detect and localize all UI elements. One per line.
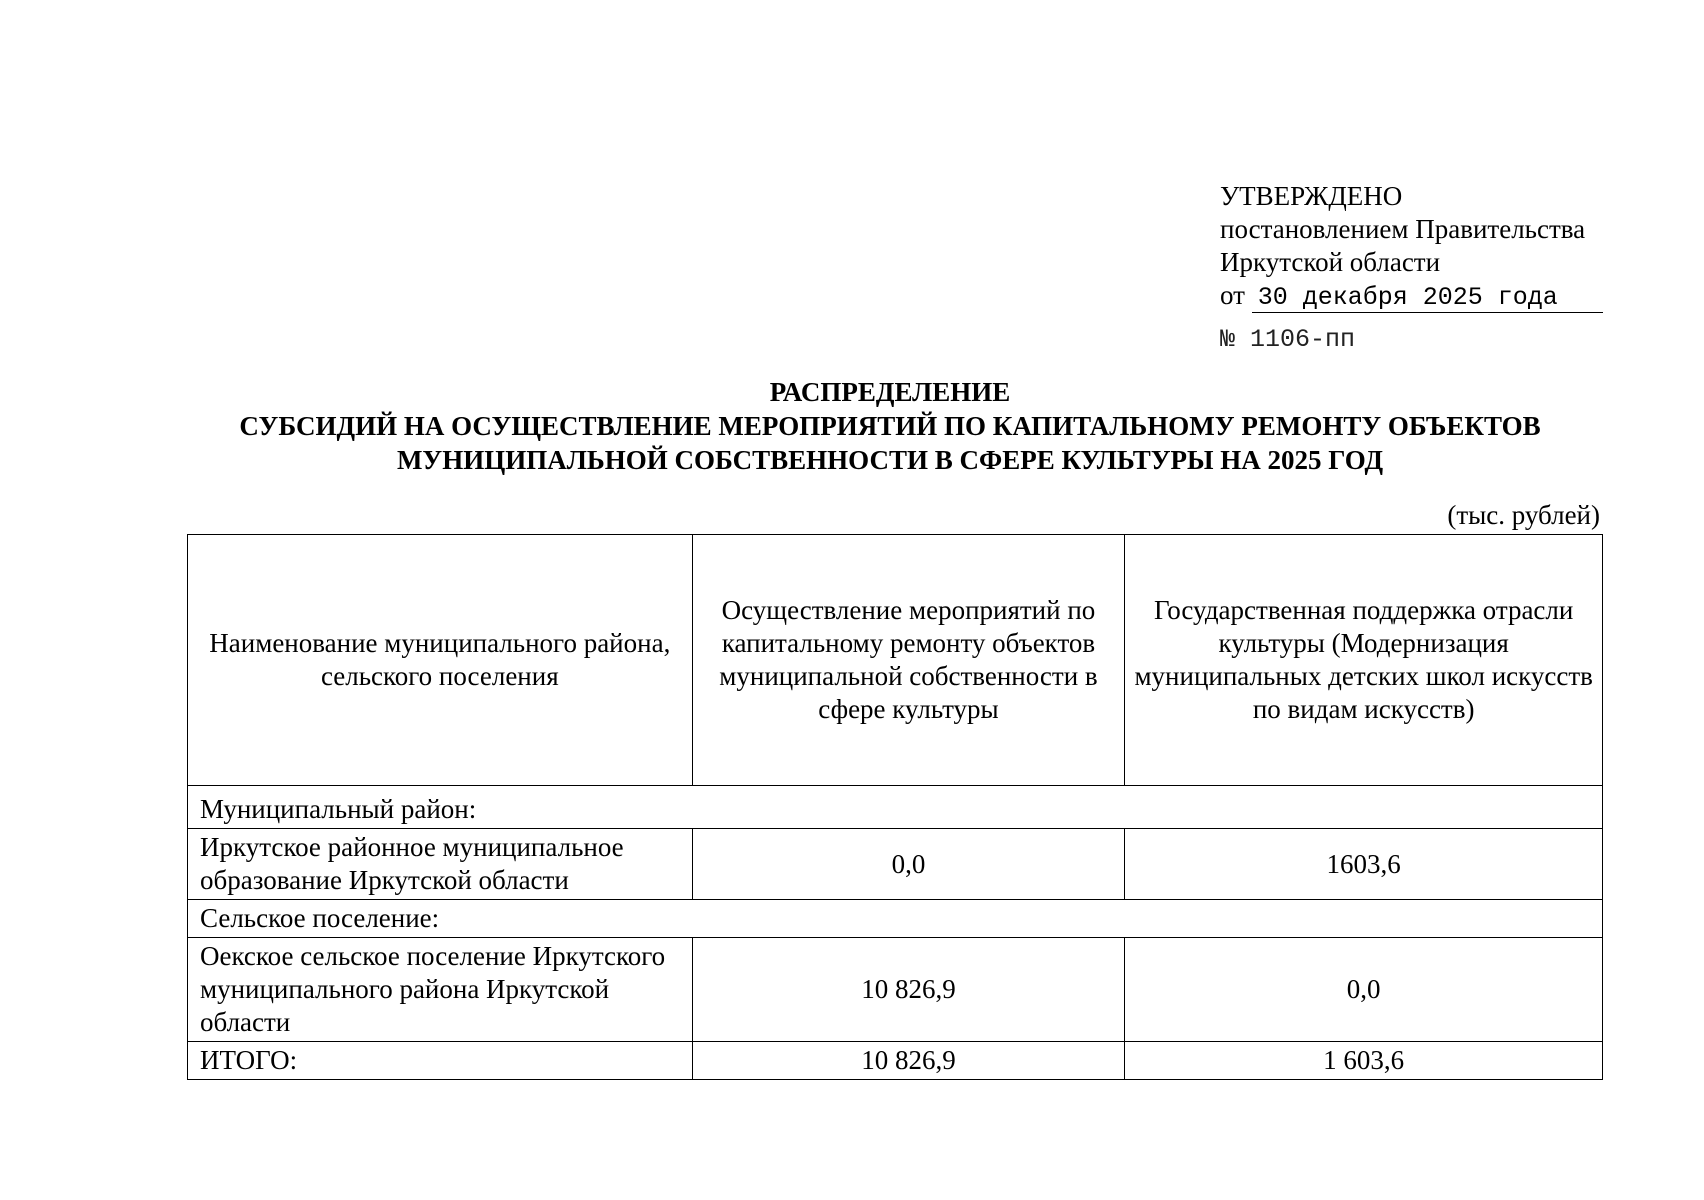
total-label: ИТОГО:	[188, 1042, 693, 1080]
total-row	[188, 1042, 1603, 1080]
table-row	[188, 938, 1603, 1042]
approval-heading: УТВЕРЖДЕНО	[1220, 181, 1403, 211]
row-value-state-support: 0,0	[1125, 938, 1603, 1042]
header-state-support: Государственная поддержка отрасли культуры (Модернизация муниципальных детских школ искусств по видам искусств)	[1125, 535, 1603, 786]
title-line-1: РАСПРЕДЕЛЕНИЕ	[769, 377, 1011, 407]
subsidy-table	[187, 534, 1603, 1080]
table-row	[188, 829, 1603, 900]
total-capital-repair: 10 826,9	[692, 1042, 1125, 1080]
section-row	[188, 900, 1603, 938]
header-capital-repair: Осуществление мероприятий по капитальному ремонту объектов муниципальной собственности в сфере культуры	[692, 535, 1125, 786]
table-header-row	[188, 535, 1603, 786]
title-line-2: СУБСИДИЙ НА ОСУЩЕСТВЛЕНИЕ МЕРОПРИЯТИЙ ПО КАПИТАЛЬНОМУ РЕМОНТУ ОБЪЕКТОВ	[239, 411, 1541, 441]
section-rural-settlement: Сельское поселение:	[188, 900, 1603, 938]
section-municipal-district: Муниципальный район:	[188, 786, 1603, 829]
row-name: Оекское сельское поселение Иркутского муниципального района Иркутской области	[188, 938, 693, 1042]
row-value-capital-repair: 10 826,9	[692, 938, 1125, 1042]
row-value-capital-repair: 0,0	[692, 829, 1125, 900]
approval-date-prefix: от	[1220, 280, 1245, 310]
approval-issuer: постановлением Правительства	[1220, 214, 1586, 244]
section-row	[188, 786, 1603, 829]
approval-date-value: 30 декабря 2025 года	[1252, 284, 1603, 313]
approval-block	[1220, 180, 1603, 356]
approval-number: № 1106-пп	[1220, 325, 1356, 354]
row-value-state-support: 1603,6	[1125, 829, 1603, 900]
row-name: Иркутское районное муниципальное образование Иркутской области	[188, 829, 693, 900]
total-state-support: 1 603,6	[1125, 1042, 1603, 1080]
title-line-3: МУНИЦИПАЛЬНОЙ СОБСТВЕННОСТИ В СФЕРЕ КУЛЬТУРЫ НА 2025 ГОД	[396, 445, 1384, 475]
document-title	[160, 375, 1620, 477]
approval-date	[1220, 279, 1603, 313]
unit-label: (тыс. рублей)	[1447, 500, 1600, 530]
approval-region: Иркутской области	[1220, 247, 1441, 277]
header-name: Наименование муниципального района, сельского поселения	[188, 535, 693, 786]
